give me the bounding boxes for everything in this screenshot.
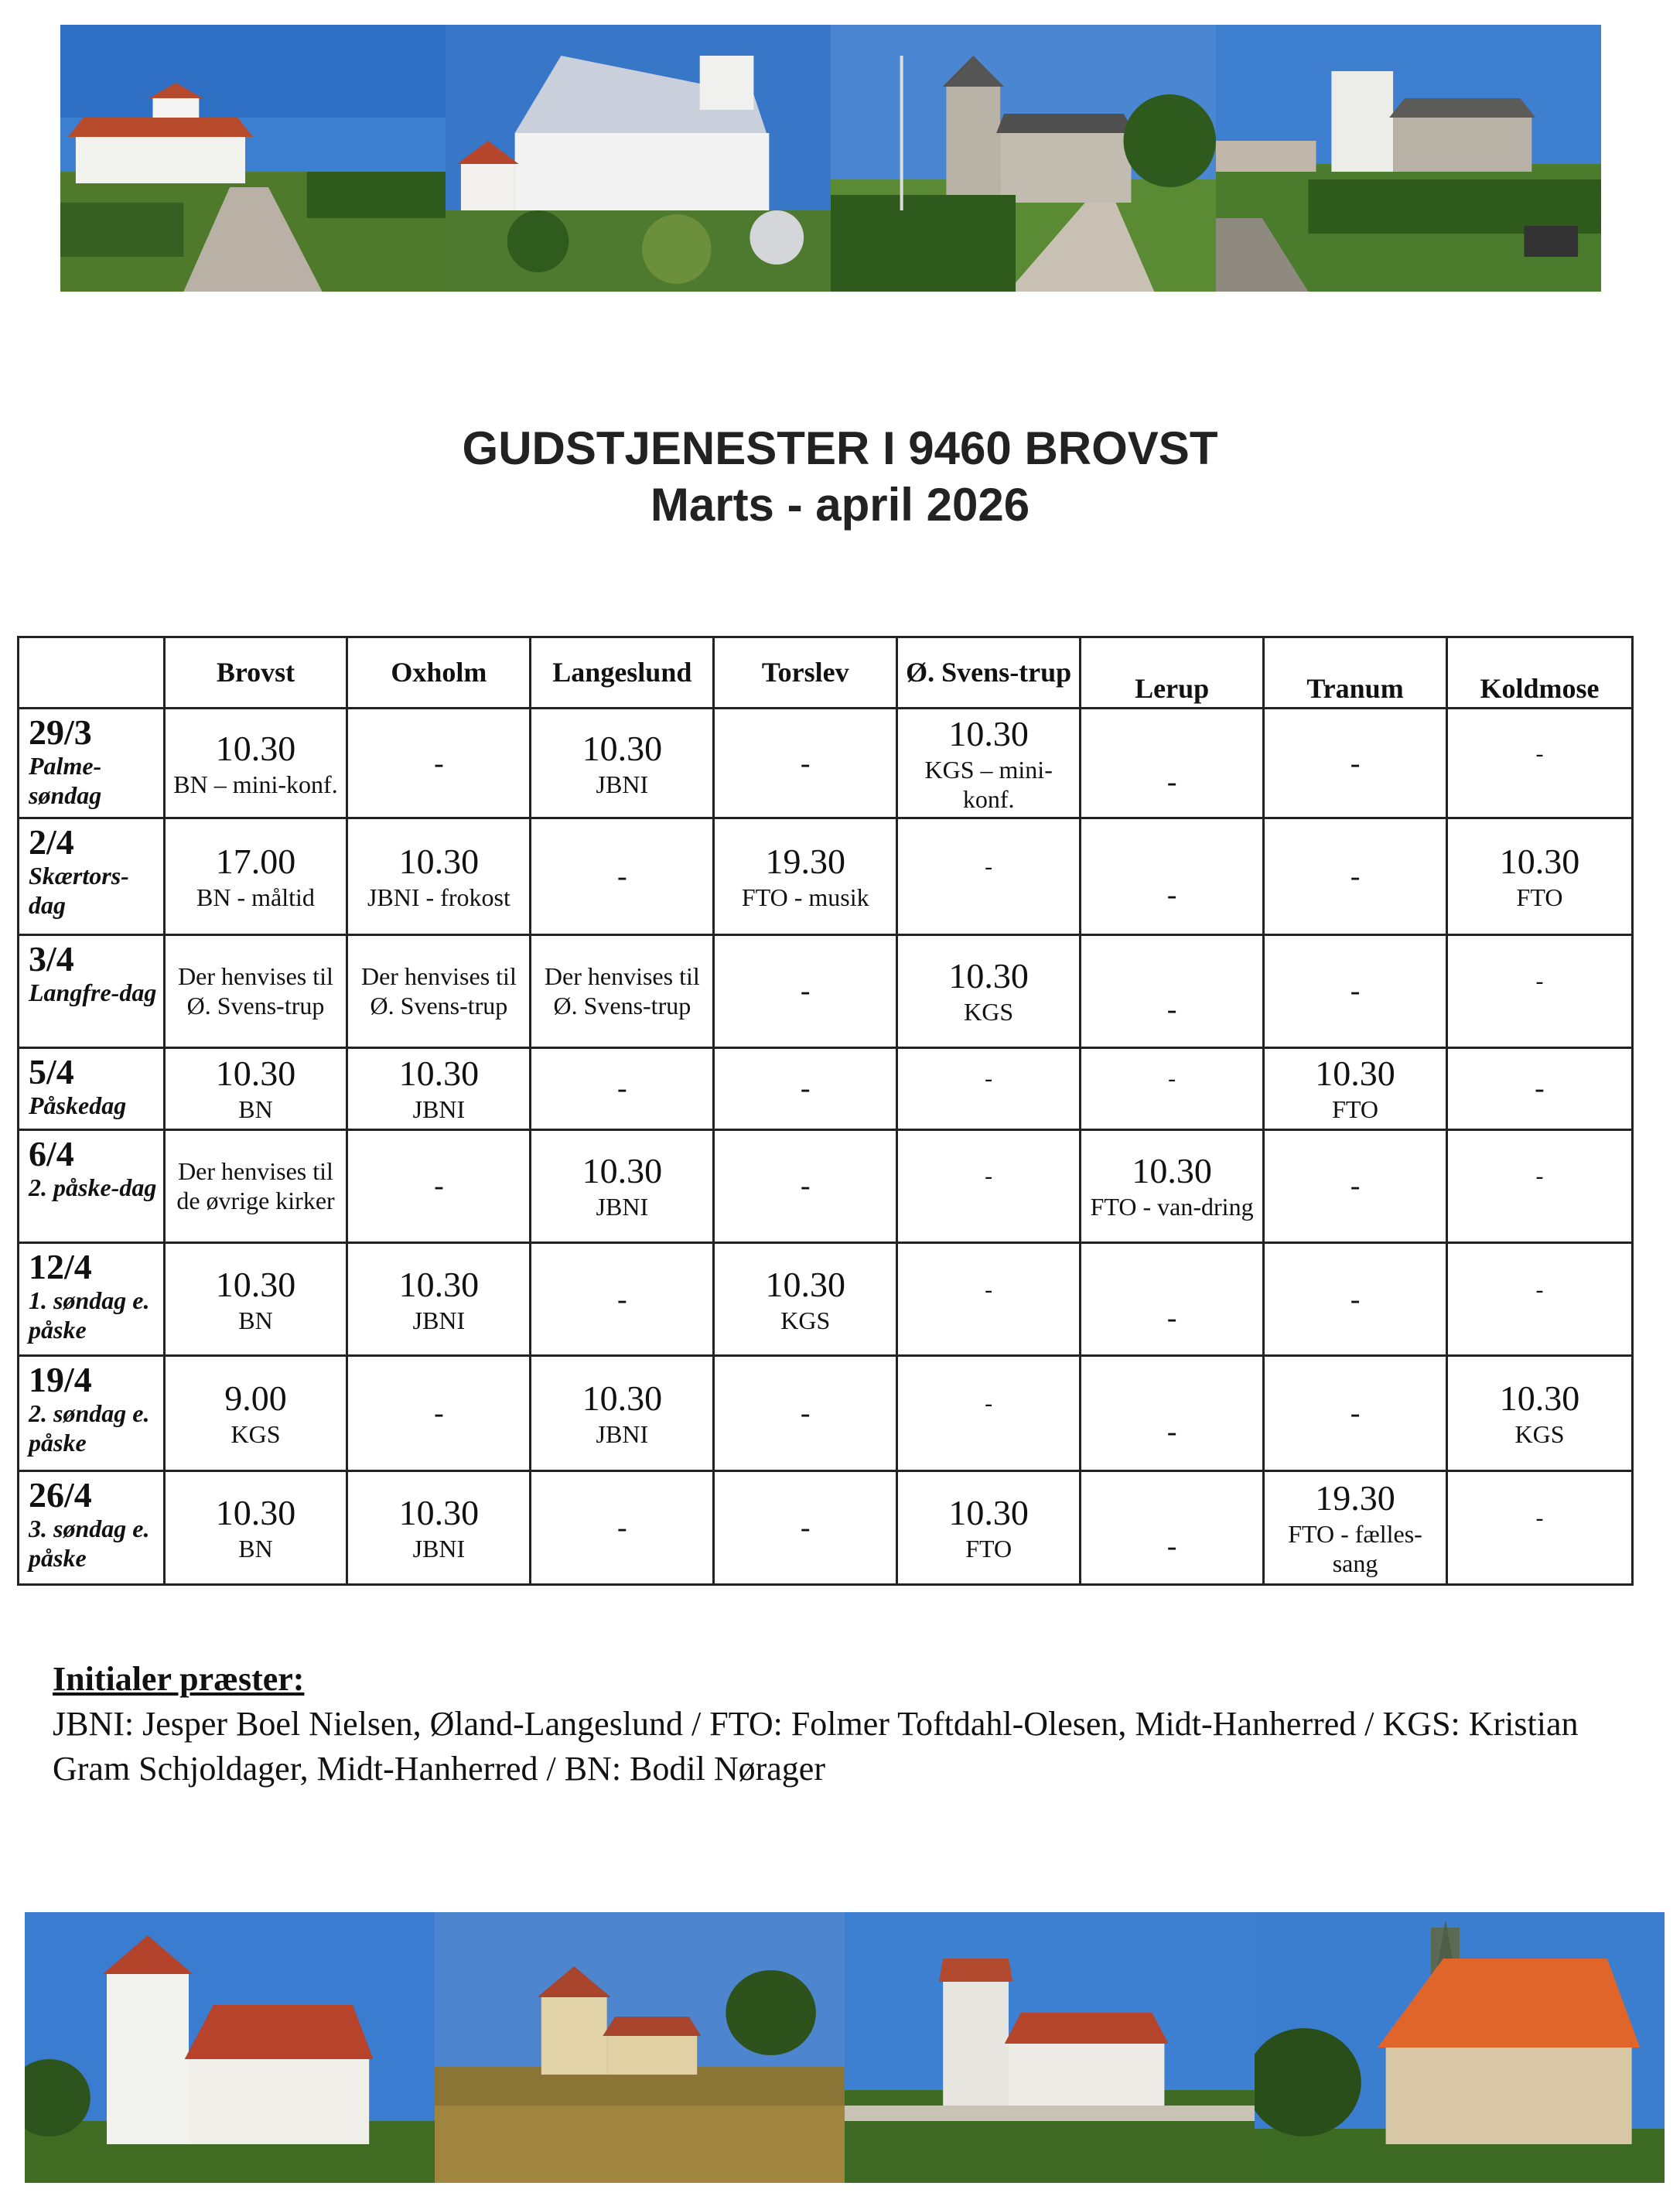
service-schedule-table — [17, 636, 1634, 1586]
no-service-dash: - — [1350, 746, 1361, 780]
service-time: 10.30 — [948, 713, 1029, 753]
service-note: BN — [238, 1306, 273, 1334]
no-service-dash: - — [1535, 968, 1544, 995]
service-date: 3/4 — [29, 939, 74, 979]
cell-koldmose — [1446, 1355, 1632, 1471]
no-service-dash: - — [800, 1511, 811, 1545]
cell-koldmose — [1446, 1243, 1632, 1356]
cell-oxholm — [347, 1129, 531, 1243]
service-note: BN — [238, 1095, 273, 1124]
date-cell — [19, 935, 165, 1048]
cell-torslev — [714, 1471, 897, 1585]
service-time: 10.30 — [582, 1378, 663, 1419]
service-time: 10.30 — [398, 1493, 480, 1533]
page-title: GUDSTJENESTER I 9460 BROVST — [462, 422, 1218, 474]
service-time: 10.30 — [215, 1264, 296, 1304]
cell-brovst — [164, 935, 347, 1048]
cell-o-svenstrup — [897, 1047, 1081, 1129]
date-cell — [19, 818, 165, 935]
no-service-dash: - — [1535, 1072, 1545, 1105]
no-service-dash: - — [1350, 1170, 1361, 1203]
cell-lerup — [1081, 708, 1264, 818]
service-day-name: Palme-søndag — [29, 751, 102, 809]
cell-oxholm — [347, 1355, 531, 1471]
no-service-dash: - — [1535, 1163, 1544, 1190]
table-row — [19, 1471, 1633, 1585]
service-note: KGS — [230, 1420, 281, 1449]
cell-koldmose — [1446, 818, 1632, 935]
cell-oxholm — [347, 1243, 531, 1356]
service-day-name: Langfre-dag — [29, 979, 157, 1007]
service-note: KGS — [1514, 1420, 1565, 1449]
service-note: FTO - fælles-sang — [1288, 1520, 1422, 1578]
service-time: 10.30 — [582, 728, 663, 768]
header-torslev: Torslev — [714, 637, 897, 709]
cell-lerup — [1081, 1471, 1264, 1585]
cell-langeslund — [531, 1047, 714, 1129]
cell-lerup — [1081, 1355, 1264, 1471]
page-subtitle: Marts - april 2026 — [650, 479, 1030, 531]
service-day-name: Skærtors-dag — [29, 862, 129, 920]
no-service-dash: - — [1166, 1416, 1177, 1449]
table-row — [19, 708, 1633, 818]
cell-brovst — [164, 1047, 347, 1129]
service-day-name: 1. søndag e. påske — [29, 1286, 150, 1344]
cell-o-svenstrup — [897, 1129, 1081, 1243]
cell-torslev — [714, 1129, 897, 1243]
service-time: 19.30 — [1315, 1478, 1395, 1518]
service-time: 10.30 — [1499, 842, 1580, 882]
header-brovst: Brovst — [164, 637, 347, 709]
header-o-svenstrup: Ø. Svens-trup — [897, 637, 1081, 709]
cell-lerup — [1081, 818, 1264, 935]
header-lerup: Lerup — [1081, 637, 1264, 709]
church-photo-brovst — [60, 25, 446, 292]
cell-tranum — [1264, 818, 1447, 935]
table-row — [19, 1047, 1633, 1129]
service-time: 10.30 — [1132, 1151, 1212, 1191]
no-service-dash: - — [800, 746, 811, 780]
no-service-dash: - — [1166, 1530, 1177, 1563]
service-note: FTO — [1516, 883, 1563, 912]
cell-o-svenstrup — [897, 1355, 1081, 1471]
no-service-dash: - — [1350, 860, 1361, 893]
date-cell — [19, 708, 165, 818]
no-service-dash: - — [617, 1283, 627, 1316]
no-service-dash: - — [800, 1072, 811, 1105]
cell-lerup — [1081, 1129, 1264, 1243]
no-service-dash: - — [1168, 1066, 1176, 1092]
table-row — [19, 1355, 1633, 1471]
schedule-body — [19, 708, 1633, 1584]
service-note: JBNI - frokost — [367, 883, 510, 912]
service-note: FTO — [965, 1535, 1012, 1563]
service-note: KGS – mini-konf. — [924, 755, 1053, 813]
cell-langeslund — [531, 1471, 714, 1585]
service-note: BN - måltid — [196, 883, 315, 912]
cell-koldmose — [1446, 1047, 1632, 1129]
no-service-dash: - — [1166, 993, 1177, 1026]
bottom-photo-strip — [25, 1912, 1665, 2183]
initials-text: JBNI: Jesper Boel Nielsen, Øland-Langeslund / FTO: Folmer Toftdahl-Olesen, Midt-Hanherred / KGS: Kristian Gram Schjoldager, Midt-Hanherred / BN: Bodil Nørager — [53, 1705, 1579, 1788]
service-note: KGS — [964, 998, 1014, 1026]
cell-brovst — [164, 708, 347, 818]
church-photo-torslev-bottom — [845, 1912, 1255, 2183]
church-photo-lerup — [25, 1912, 435, 2183]
service-date: 2/4 — [29, 822, 74, 862]
service-time: 10.30 — [1315, 1054, 1395, 1094]
cell-langeslund — [531, 708, 714, 818]
service-date: 5/4 — [29, 1051, 74, 1091]
cell-brovst — [164, 1129, 347, 1243]
header-row — [19, 637, 1633, 709]
table-row — [19, 935, 1633, 1048]
no-service-dash: - — [985, 1066, 993, 1092]
service-note: BN – mini-konf. — [173, 770, 338, 798]
no-service-dash: - — [1350, 1283, 1361, 1316]
cell-o-svenstrup — [897, 708, 1081, 818]
church-photo-oxholm — [446, 25, 831, 292]
cell-torslev — [714, 818, 897, 935]
service-time: 10.30 — [948, 1493, 1029, 1533]
service-note: Der henvises til Ø. Svens-trup — [178, 962, 333, 1020]
service-date: 19/4 — [29, 1359, 92, 1399]
date-cell — [19, 1243, 165, 1356]
cell-lerup — [1081, 935, 1264, 1048]
cell-o-svenstrup — [897, 1243, 1081, 1356]
cell-tranum — [1264, 1129, 1447, 1243]
service-date: 26/4 — [29, 1475, 92, 1515]
no-service-dash: - — [617, 1511, 627, 1545]
service-time: 10.30 — [948, 956, 1029, 996]
no-service-dash: - — [617, 860, 627, 893]
service-note: JBNI — [596, 1420, 649, 1449]
cell-o-svenstrup — [897, 1471, 1081, 1585]
no-service-dash: - — [1166, 879, 1177, 912]
service-time: 10.30 — [765, 1264, 845, 1304]
cell-o-svenstrup — [897, 935, 1081, 1048]
cell-langeslund — [531, 1243, 714, 1356]
no-service-dash: - — [800, 975, 811, 1008]
service-note: FTO — [1332, 1095, 1378, 1124]
church-photo-tranum — [435, 1912, 845, 2183]
service-day-name: 2. søndag e. påske — [29, 1399, 150, 1457]
service-time: 9.00 — [224, 1378, 287, 1419]
no-service-dash: - — [617, 1072, 627, 1105]
service-time: 17.00 — [215, 842, 296, 882]
table-row — [19, 818, 1633, 935]
service-day-name: 3. søndag e. påske — [29, 1515, 150, 1573]
service-time: 10.30 — [398, 842, 480, 882]
service-date: 29/3 — [29, 712, 92, 752]
date-cell — [19, 1471, 165, 1585]
cell-tranum — [1264, 935, 1447, 1048]
service-time: 10.30 — [582, 1151, 663, 1191]
service-time: 10.30 — [1499, 1378, 1580, 1419]
no-service-dash: - — [985, 1163, 993, 1190]
cell-langeslund — [531, 1355, 714, 1471]
no-service-dash: - — [1350, 975, 1361, 1008]
no-service-dash: - — [800, 1170, 811, 1203]
cell-torslev — [714, 1047, 897, 1129]
cell-koldmose — [1446, 935, 1632, 1048]
no-service-dash: - — [985, 1391, 993, 1417]
header-langeslund: Langeslund — [531, 637, 714, 709]
service-time: 10.30 — [215, 1493, 296, 1533]
no-service-dash: - — [1350, 1397, 1361, 1430]
church-photo-torslev — [1216, 25, 1601, 292]
initials-section — [53, 1657, 1646, 1791]
cell-torslev — [714, 708, 897, 818]
service-note: Der henvises til Ø. Svens-trup — [544, 962, 700, 1020]
service-note: JBNI — [412, 1535, 466, 1563]
no-service-dash: - — [1166, 765, 1177, 798]
date-cell — [19, 1355, 165, 1471]
cell-oxholm — [347, 1047, 531, 1129]
no-service-dash: - — [800, 1397, 811, 1430]
cell-torslev — [714, 1355, 897, 1471]
cell-lerup — [1081, 1047, 1264, 1129]
cell-torslev — [714, 1243, 897, 1356]
table-row — [19, 1243, 1633, 1356]
service-note: BN — [238, 1535, 273, 1563]
service-note: Der henvises til de øvrige kirker — [176, 1157, 335, 1215]
service-time: 10.30 — [215, 728, 296, 768]
no-service-dash: - — [434, 746, 444, 780]
service-date: 6/4 — [29, 1133, 74, 1173]
cell-tranum — [1264, 1047, 1447, 1129]
service-time: 10.30 — [215, 1054, 296, 1094]
cell-oxholm — [347, 708, 531, 818]
cell-oxholm — [347, 1471, 531, 1585]
cell-brovst — [164, 818, 347, 935]
service-day-name: Påskedag — [29, 1091, 127, 1119]
church-photo-langeslund — [831, 25, 1216, 292]
service-time: 10.30 — [398, 1264, 480, 1304]
cell-tranum — [1264, 1471, 1447, 1585]
church-photo-koldmose — [1255, 1912, 1665, 2183]
no-service-dash: - — [985, 1276, 993, 1303]
no-service-dash: - — [1166, 1301, 1177, 1334]
initials-heading: Initialer præster: — [53, 1660, 305, 1698]
cell-brovst — [164, 1355, 347, 1471]
table-row — [19, 1129, 1633, 1243]
header-koldmose: Koldmose — [1446, 637, 1632, 709]
date-cell — [19, 1047, 165, 1129]
service-note: KGS — [780, 1306, 831, 1334]
cell-koldmose — [1446, 1129, 1632, 1243]
no-service-dash: - — [1535, 1505, 1544, 1532]
cell-torslev — [714, 935, 897, 1048]
header-tranum: Tranum — [1264, 637, 1447, 709]
no-service-dash: - — [434, 1397, 444, 1430]
cell-brovst — [164, 1471, 347, 1585]
cell-langeslund — [531, 935, 714, 1048]
cell-koldmose — [1446, 1471, 1632, 1585]
no-service-dash: - — [1535, 1276, 1544, 1303]
service-note: JBNI — [412, 1095, 466, 1124]
cell-lerup — [1081, 1243, 1264, 1356]
service-note: Der henvises til Ø. Svens-trup — [360, 962, 517, 1020]
service-note: JBNI — [596, 770, 649, 798]
cell-langeslund — [531, 818, 714, 935]
cell-oxholm — [347, 935, 531, 1048]
service-day-name: 2. påske-dag — [29, 1173, 157, 1201]
service-note: FTO - van-dring — [1090, 1193, 1254, 1221]
cell-tranum — [1264, 708, 1447, 818]
no-service-dash: - — [1535, 740, 1544, 767]
service-time: 19.30 — [765, 842, 845, 882]
header-corner — [19, 637, 165, 709]
no-service-dash: - — [434, 1170, 444, 1203]
service-note: JBNI — [412, 1306, 466, 1334]
service-note: JBNI — [596, 1193, 649, 1221]
cell-tranum — [1264, 1355, 1447, 1471]
cell-langeslund — [531, 1129, 714, 1243]
service-note: FTO - musik — [741, 883, 869, 912]
date-cell — [19, 1129, 165, 1243]
cell-brovst — [164, 1243, 347, 1356]
cell-koldmose — [1446, 708, 1632, 818]
service-date: 12/4 — [29, 1247, 92, 1287]
header-oxholm: Oxholm — [347, 637, 531, 709]
cell-o-svenstrup — [897, 818, 1081, 935]
cell-tranum — [1264, 1243, 1447, 1356]
service-time: 10.30 — [398, 1054, 480, 1094]
top-photo-strip — [60, 25, 1601, 292]
cell-oxholm — [347, 818, 531, 935]
no-service-dash: - — [985, 854, 993, 880]
